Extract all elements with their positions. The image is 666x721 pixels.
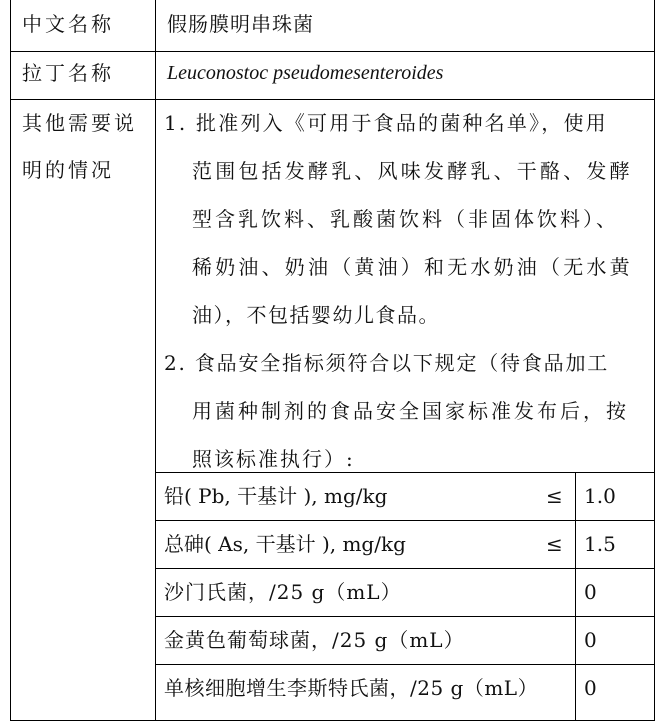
limit-value: 0 — [584, 628, 597, 652]
notes-item-1-line: 稀奶油、奶油（黄油）和无水奶油（无水黄 — [192, 255, 633, 279]
limit-name: 沙门氏菌，/25 g（mL） — [164, 580, 402, 604]
notes-item-1-line: 型含乳饮料、乳酸菌饮料（非固体饮料）、 — [192, 207, 619, 231]
limit-value: 1.0 — [584, 484, 616, 508]
chinese-name-value: 假肠膜明串珠菌 — [167, 12, 314, 36]
notes-label-line1: 其他需要说 — [22, 111, 137, 135]
notes-item-1-line: 范围包括发酵乳、风味发酵乳、干酪、发酵 — [192, 159, 633, 183]
limit-value: 0 — [584, 580, 597, 604]
notes-label-line2: 明的情况 — [22, 158, 114, 182]
notes-item-2-line: 照该标准执行）: — [192, 447, 355, 471]
limit-operator: ≤ — [546, 532, 563, 556]
notes-item-2-line: 2. 食品安全指标须符合以下规定（待食品加工 — [164, 351, 610, 375]
limit-name: 单核细胞增生李斯特氏菌，/25 g（mL） — [164, 676, 539, 700]
notes-item-2-line: 用菌种制剂的食品安全国家标准发布后，按 — [192, 399, 629, 423]
limit-value: 1.5 — [584, 532, 616, 556]
notes-item-1-line: 1. 批准列入《可用于食品的菌种名单》，使用 — [164, 111, 608, 135]
limit-value: 0 — [584, 676, 597, 700]
latin-name-label: 拉丁名称 — [22, 61, 114, 85]
limit-operator: ≤ — [546, 484, 563, 508]
limit-name: 金黄色葡萄球菌，/25 g（mL） — [164, 628, 465, 652]
chinese-name-label: 中文名称 — [22, 12, 114, 36]
latin-name-value: Leuconostoc pseudomesenteroides — [167, 62, 444, 84]
limit-name: 铅( Pb, 干基计 ), mg/kg — [164, 484, 388, 508]
limit-name: 总砷( As, 干基计 ), mg/kg — [164, 532, 406, 556]
notes-item-1-line: 油），不包括婴幼儿食品。 — [192, 303, 440, 327]
